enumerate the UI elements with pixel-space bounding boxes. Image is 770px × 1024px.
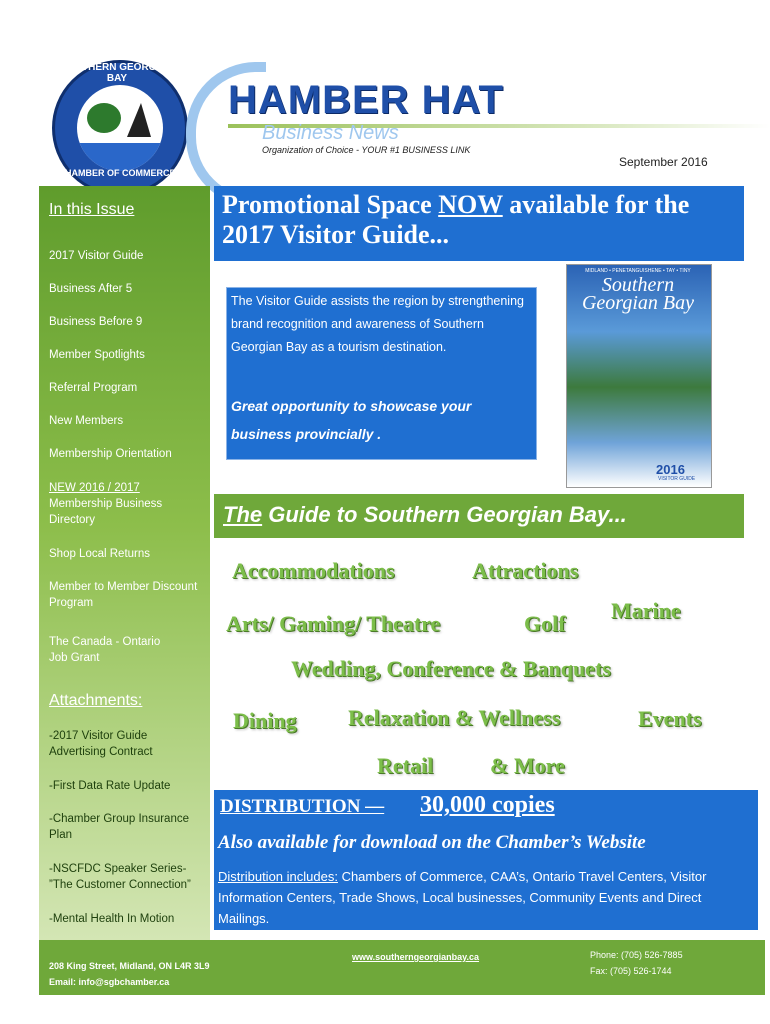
masthead-subtitle: Business News: [262, 122, 399, 144]
distribution-details: [218, 866, 748, 929]
distribution-details-text: Chambers of Commerce, CAA’s, Ontario Travel Centers, Visitor Information Centers, Trade Shows, Local businesses, Community Events and Direct Mailings.: [218, 869, 707, 926]
logo-emblem: [77, 85, 163, 171]
intro-text: The Visitor Guide assists the region by strengthening brand recognition and awareness of Southern Georgian Bay as a tourism destination.: [231, 294, 524, 354]
banner-title-part1: Promotional Space: [222, 190, 439, 219]
sidebar-item-discount-program: Member to Member Discount Program: [49, 581, 198, 609]
intro-highlight: Great opportunity to showcase your business provincially .: [231, 398, 472, 442]
category-relaxation: Relaxation & Wellness: [348, 705, 561, 730]
masthead-title: HAMBER HAT: [228, 78, 504, 122]
logo-water: [77, 143, 163, 171]
category-dining: Dining: [233, 708, 297, 733]
sidebar-item-business-before-9: Business Before 9: [49, 316, 143, 328]
sidebar-item-business-directory: Membership Business Directory: [49, 498, 163, 526]
category-more: & More: [490, 753, 565, 778]
guide-bar-rest: Guide to Southern Georgian Bay...: [262, 502, 627, 527]
category-attractions: Attractions: [472, 558, 579, 583]
category-accommodations: Accommodations: [232, 558, 395, 583]
cover-title: Southern Georgian Bay: [581, 274, 694, 314]
attachment-mental-health: -Mental Health In Motion: [49, 913, 175, 925]
logo-tree-icon: [87, 103, 121, 133]
category-marine: Marine: [611, 598, 681, 623]
masthead-tagline: Organization of Choice - YOUR #1 BUSINESS LINK: [262, 145, 471, 155]
sidebar-item-job-grant: The Canada - Ontario Job Grant: [49, 636, 161, 664]
attachment-first-data: -First Data Rate Update: [49, 780, 171, 792]
sidebar-item-member-spotlights: Member Spotlights: [49, 349, 145, 361]
attachments-heading: Attachments:: [49, 692, 143, 709]
footer-fax: Fax: (705) 526-1744: [590, 966, 672, 976]
sidebar-item-new-2016: NEW 2016 / 2017: [49, 482, 140, 494]
distribution-count: 30,000 copies: [420, 792, 555, 818]
attachment-speaker-series: -NSCFDC Speaker Series- ”The Customer Connection”: [49, 863, 191, 891]
banner-title-part2: available for the 2017 Visitor Guide...: [222, 190, 690, 249]
sidebar-heading: In this Issue: [49, 201, 135, 218]
cover-header: MIDLAND • PENETANGUISHENE • TAY • TINY: [585, 268, 691, 274]
issue-date: September 2016: [619, 155, 708, 169]
sidebar-item-membership-orientation: Membership Orientation: [49, 448, 172, 460]
sidebar-item-business-after-5: Business After 5: [49, 283, 133, 295]
footer-address: 208 King Street, Midland, ON L4R 3L9: [49, 961, 210, 971]
cover-year-subtitle: VISITOR GUIDE: [658, 476, 696, 482]
category-arts: Arts/ Gaming/ Theatre: [226, 611, 441, 636]
logo-sailboat-icon: [127, 103, 151, 137]
sidebar-item-referral-program: Referral Program: [49, 382, 138, 394]
category-events: Events: [638, 706, 702, 731]
footer-phone: Phone: (705) 526-7885: [590, 950, 683, 960]
seal-text-bottom: CHAMBER OF COMMERCE: [58, 168, 176, 178]
distribution-details-label: Distribution includes:: [218, 869, 338, 884]
sidebar-item-shop-local: Shop Local Returns: [49, 548, 151, 560]
seal-text-top: SOUTHERN GEORGIAN BAY: [60, 62, 174, 84]
attachment-visitor-guide-contract: -2017 Visitor Guide Advertising Contract: [49, 730, 153, 758]
category-wedding: Wedding, Conference & Banquets: [291, 656, 611, 681]
cover-year: 2016: [656, 462, 685, 477]
distribution-download-note: Also available for download on the Chamber’s Website: [218, 832, 646, 853]
footer-address-block: [49, 958, 210, 990]
guide-bar-the: The: [223, 502, 263, 527]
promo-banner-title: [222, 190, 742, 250]
guide-bar-title: [223, 502, 627, 528]
banner-title-now: NOW: [438, 190, 503, 219]
sidebar-item-visitor-guide: 2017 Visitor Guide: [49, 250, 144, 262]
footer-website-link[interactable]: www.southerngeorgianbay.ca: [352, 952, 480, 962]
attachment-group-insurance: -Chamber Group Insurance Plan: [49, 813, 189, 841]
footer-email[interactable]: Email: info@sgbchamber.ca: [49, 977, 170, 987]
category-golf: Golf: [524, 611, 566, 636]
sidebar-item-new-members: New Members: [49, 415, 124, 427]
footer-contact-block: [590, 947, 683, 979]
category-retail: Retail: [377, 753, 434, 778]
distribution-title: DISTRIBUTION —: [220, 796, 385, 817]
